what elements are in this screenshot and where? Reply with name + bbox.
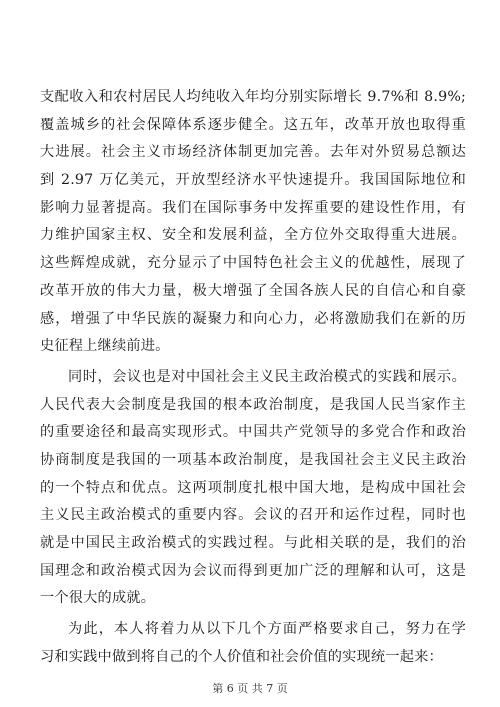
paragraph-line: 覆盖城乡的社会保障体系逐步健全。这五年，改革开放也取得重 [40,116,466,133]
page-footer: 第 6 页 共 7 页 [212,682,288,695]
paragraph-line: 到 2.97 万亿美元，开放型经济水平快速提升。我国国际地位和 [40,172,466,189]
paragraph-line: 同时，会议也是对中国社会主义民主政治模式的实践和展示。 [68,368,466,385]
paragraph-line: 的重要途径和最高实现形式。中国共产党领导的多党合作和政治 [40,424,466,441]
paragraph-line: 这些辉煌成就，充分显示了中国特色社会主义的优越性，展现了 [40,255,466,272]
paragraph-line: 支配收入和农村居民人均纯收入年均分别实际增长 9.7%和 8.9%; [40,89,466,105]
paragraph-line: 改革开放的伟大力量，极大增强了全国各族人民的自信心和自豪 [40,282,466,299]
paragraph-line: 主义民主政治模式的重要内容。会议的召开和运作过程，同时也 [40,507,466,524]
paragraph-line: 为此，本人将着力从以下几个方面严格要求自己，努力在学 [68,621,466,638]
paragraph-line: 的一个特点和优点。这两项制度扎根中国大地，是构成中国社会 [40,479,466,496]
paragraph-line: 影响力显著提高。我们在国际事务中发挥重要的建设性作用，有 [40,199,466,216]
paragraph-line: 就是中国民主政治模式的实践过程。与此相关联的是，我们的治 [40,535,466,551]
paragraph-line: 习和实践中做到将自己的个人价值和社会价值的实现统一起来： [40,648,443,665]
paragraph-gap [40,671,466,674]
paragraph-line: 协商制度是我国的一项基本政治制度，是我国社会主义民主政治 [40,451,466,468]
body-text [40,84,466,674]
paragraph-line: 一个很大的成就。 [40,590,156,607]
paragraph-line: 人民代表大会制度是我国的根本政治制度，是我国人民当家作主 [40,396,466,413]
paragraph-line: 力维护国家主权、安全和发展利益，全方位外交取得重大进展。 [40,227,466,244]
paragraph-line: 史征程上继续前进。 [40,338,170,355]
paragraph-line: 大进展。社会主义市场经济体制更加完善。去年对外贸易总额达 [40,144,466,161]
paragraph-line: 感，增强了中华民族的凝聚力和向心力，必将激励我们在新的历 [40,310,466,327]
paragraph-line: 国理念和政治模式因为会议而得到更加广泛的理解和认可，这是 [40,562,466,579]
